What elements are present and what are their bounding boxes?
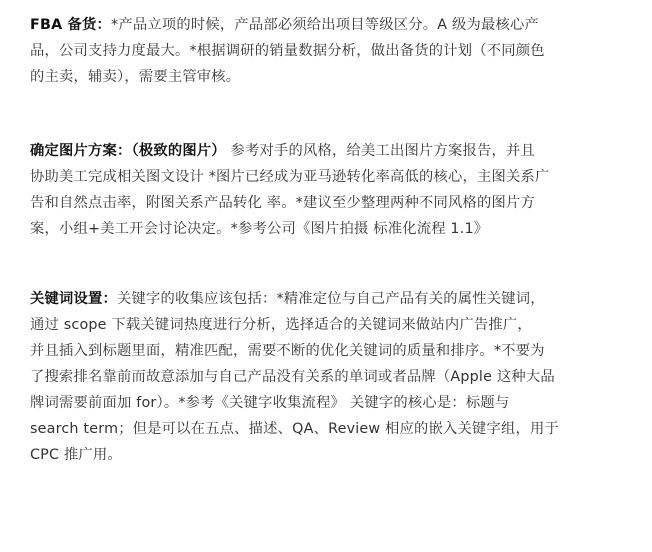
paragraph-text: *产品立项的时候，产品部必须给出项目等级区分。A 级为最核心产	[111, 17, 539, 33]
paragraph-line: CPC 推广用。	[30, 447, 122, 463]
paragraph-image-plan	[30, 138, 630, 242]
paragraph-line	[30, 286, 630, 312]
document-body	[30, 12, 630, 468]
paragraph-line	[30, 138, 630, 164]
paragraph-line: 的主卖，辅卖），需要主管审核。	[30, 69, 241, 85]
paragraph-spacer	[30, 242, 630, 286]
paragraph-line: 告和自然点击率，附图关系产品转化 率。*建议至少整理两种不同风格的图片方	[30, 195, 535, 211]
paragraph-line: 通过 scope 下载关键词热度进行分析，选择适合的关键词来做站内广告推广，	[30, 317, 532, 333]
paragraph-line: 牌词需要前面加 for）。*参考《关键字收集流程》 关键字的核心是：标题与	[30, 395, 510, 411]
paragraph-fba-stocking	[30, 12, 630, 90]
paragraph-text: 参考对手的风格，给美工出图片方案报告，并且	[225, 143, 535, 159]
section-heading-image-plan: 确定图片方案：（极致的图片）	[30, 143, 226, 159]
paragraph-line: 品，公司支持力度最大。*根据调研的销量数据分析，做出备货的计划（不同颜色	[30, 43, 545, 59]
paragraph-line: 协助美工完成相关图文设计 *图片已经成为亚马逊转化率高低的核心，主图关系广	[30, 169, 550, 185]
paragraph-line: search term；但是可以在五点、描述、QA、Review 相应的嵌入关键字组，用于	[30, 421, 559, 437]
paragraph-line: 了搜索排名靠前而故意添加与自己产品没有关系的单词或者品牌（Apple 这种大品	[30, 369, 555, 385]
paragraph-line: 案，小组+美工开会讨论决定。*参考公司《图片拍摄 标准化流程 1.1》	[30, 221, 489, 237]
section-heading-fba-stocking: FBA 备货：	[30, 17, 111, 33]
section-heading-keyword-setup: 关键词设置：	[30, 291, 117, 307]
paragraph-text: 关键字的收集应该包括：*精准定位与自己产品有关的属性关键词，	[116, 291, 545, 307]
paragraph-line	[30, 12, 630, 38]
paragraph-keyword-setup	[30, 286, 630, 468]
paragraph-spacer	[30, 90, 630, 138]
paragraph-line: 并且插入到标题里面，精准匹配，需要不断的优化关键词的质量和排序。*不要为	[30, 343, 545, 359]
